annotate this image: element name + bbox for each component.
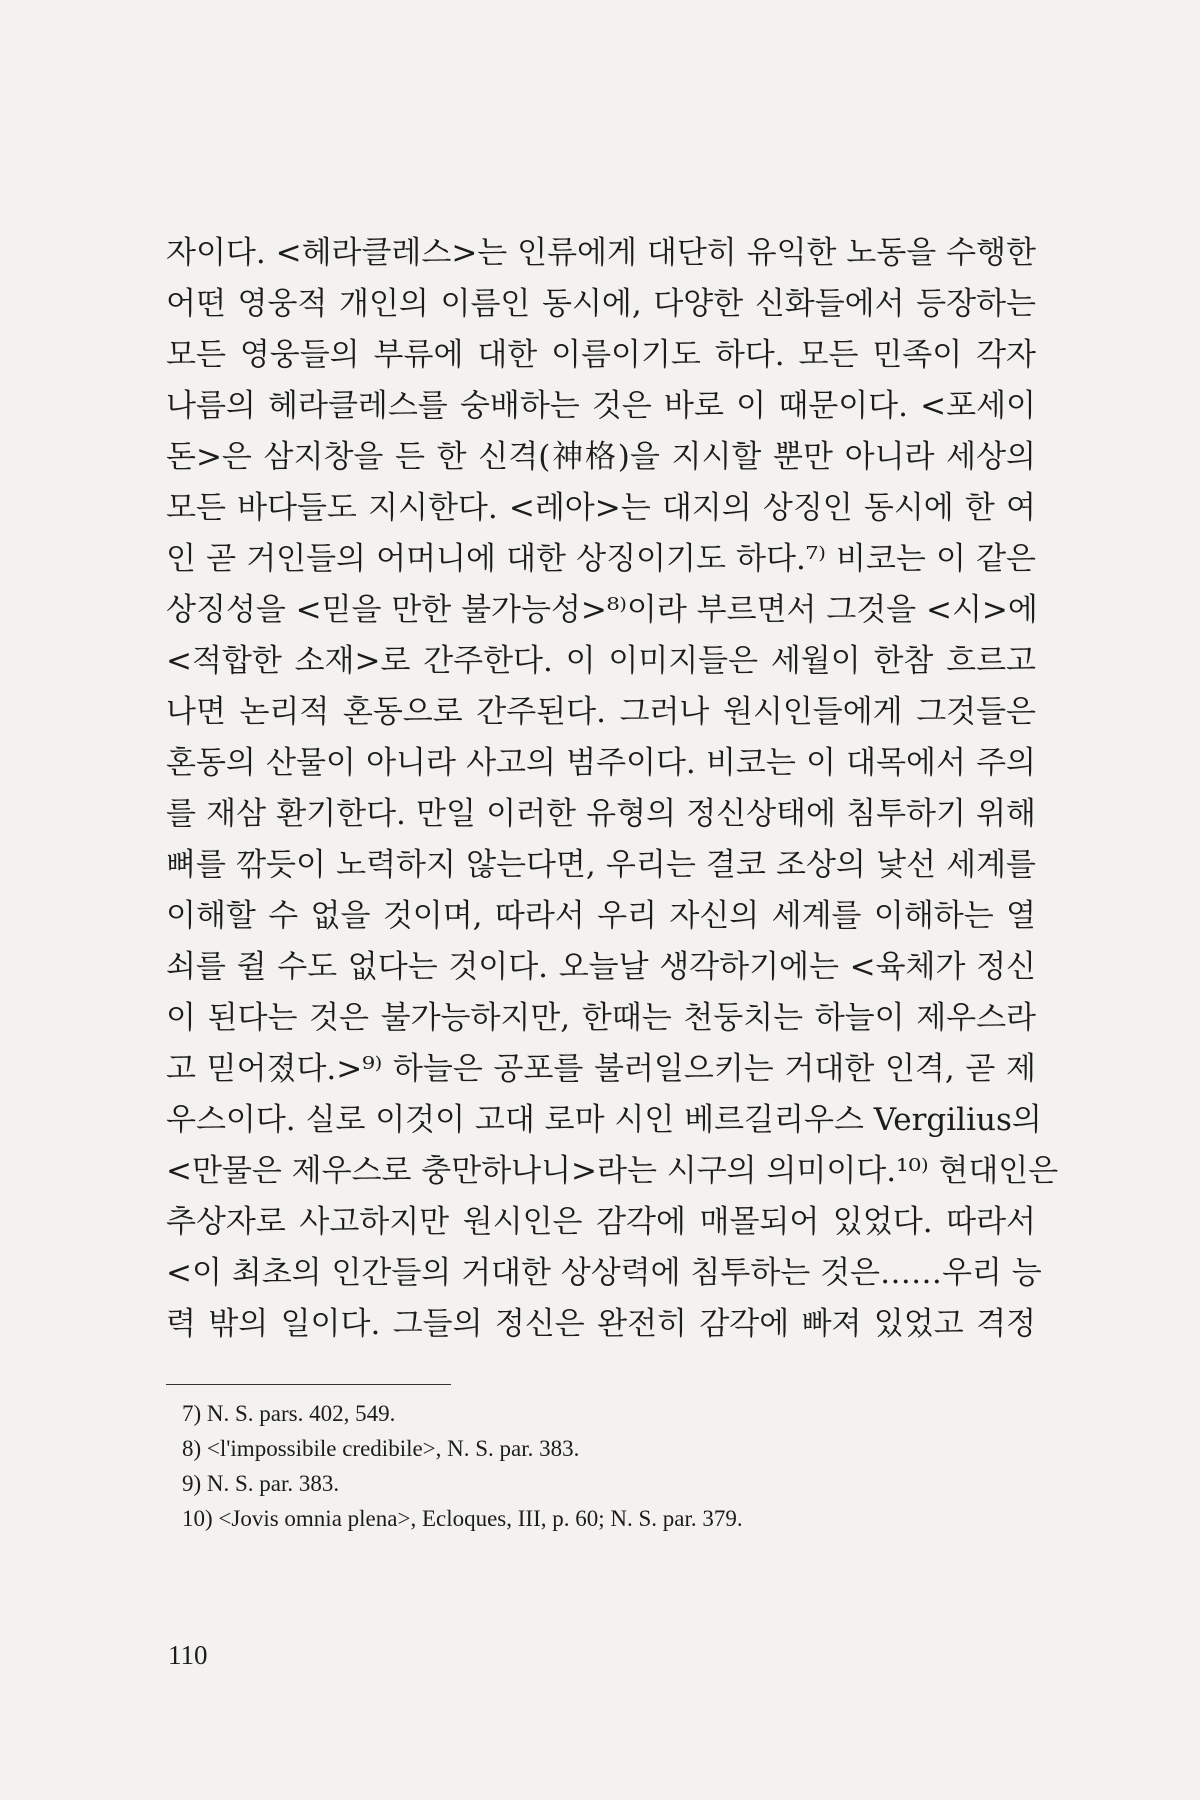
text-line: 나름의 헤라클레스를 숭배하는 것은 바로 이 때문이다. <포세이 (166, 388, 1036, 424)
footnotes (182, 1396, 982, 1536)
text-line: 추상자로 사고하지만 원시인은 감각에 매몰되어 있었다. 따라서 (166, 1204, 1036, 1240)
text-line: 이 된다는 것은 불가능하지만, 한때는 천둥치는 하늘이 제우스라 (166, 1000, 1036, 1036)
text-line: 나면 논리적 혼동으로 간주된다. 그러나 원시인들에게 그것들은 (166, 694, 1036, 730)
text-line: 력 밖의 일이다. 그들의 정신은 완전히 감각에 빠져 있었고 격정 (166, 1306, 1036, 1342)
footnote: 7) N. S. pars. 402, 549. (182, 1401, 396, 1426)
text-line: 자이다. <헤라클레스>는 인류에게 대단히 유익한 노동을 수행한 (166, 235, 1036, 271)
body-text (166, 228, 1059, 1350)
footnote: 10) <Jovis omnia plena>, Ecloques, III, p. 60; N. S. par. 379. (182, 1506, 743, 1531)
text-line: 이해할 수 없을 것이며, 따라서 우리 자신의 세계를 이해하는 열 (166, 898, 1036, 934)
text-line: 모든 바다들도 지시한다. <레아>는 대지의 상징인 동시에 한 여 (166, 490, 1036, 526)
text-line: <적합한 소재>로 간주한다. 이 이미지들은 세월이 한참 흐르고 (166, 643, 1036, 679)
text-line: 인 곧 거인들의 어머니에 대한 상징이기도 하다.⁷⁾ 비코는 이 같은 (166, 541, 1036, 577)
text-line: 어떤 영웅적 개인의 이름인 동시에, 다양한 신화들에서 등장하는 (166, 286, 1036, 322)
footnote: 8) <l'impossibile credibile>, N. S. par. 383. (182, 1436, 580, 1461)
text-line: 뼈를 깎듯이 노력하지 않는다면, 우리는 결코 조상의 낯선 세계를 (166, 847, 1036, 883)
text-line: 를 재삼 환기한다. 만일 이러한 유형의 정신상태에 침투하기 위해 (166, 796, 1036, 832)
text-line: 상징성을 <믿을 만한 불가능성>⁸⁾이라 부르면서 그것을 <시>에 (166, 592, 1038, 628)
text-line: 모든 영웅들의 부류에 대한 이름이기도 하다. 모든 민족이 각자 (166, 337, 1036, 373)
text-line: <만물은 제우스로 충만하나니>라는 시구의 의미이다.¹⁰⁾ 현대인은 (166, 1153, 1059, 1189)
footnote-divider (166, 1384, 451, 1385)
text-line: 혼동의 산물이 아니라 사고의 범주이다. 비코는 이 대목에서 주의 (166, 745, 1036, 781)
text-line: 쇠를 쥘 수도 없다는 것이다. 오늘날 생각하기에는 <육체가 정신 (166, 949, 1036, 985)
page-number: 110 (168, 1640, 208, 1670)
text-line: 돈>은 삼지창을 든 한 신격(神格)을 지시할 뿐만 아니라 세상의 (166, 439, 1036, 475)
footnote: 9) N. S. par. 383. (182, 1471, 340, 1496)
text-line: 고 믿어졌다.>⁹⁾ 하늘은 공포를 불러일으키는 거대한 인격, 곧 제 (166, 1051, 1036, 1087)
text-line: 우스이다. 실로 이것이 고대 로마 시인 베르길리우스 Vergilius의 (166, 1102, 1042, 1138)
text-line: <이 최초의 인간들의 거대한 상상력에 침투하는 것은……우리 능 (166, 1255, 1042, 1291)
